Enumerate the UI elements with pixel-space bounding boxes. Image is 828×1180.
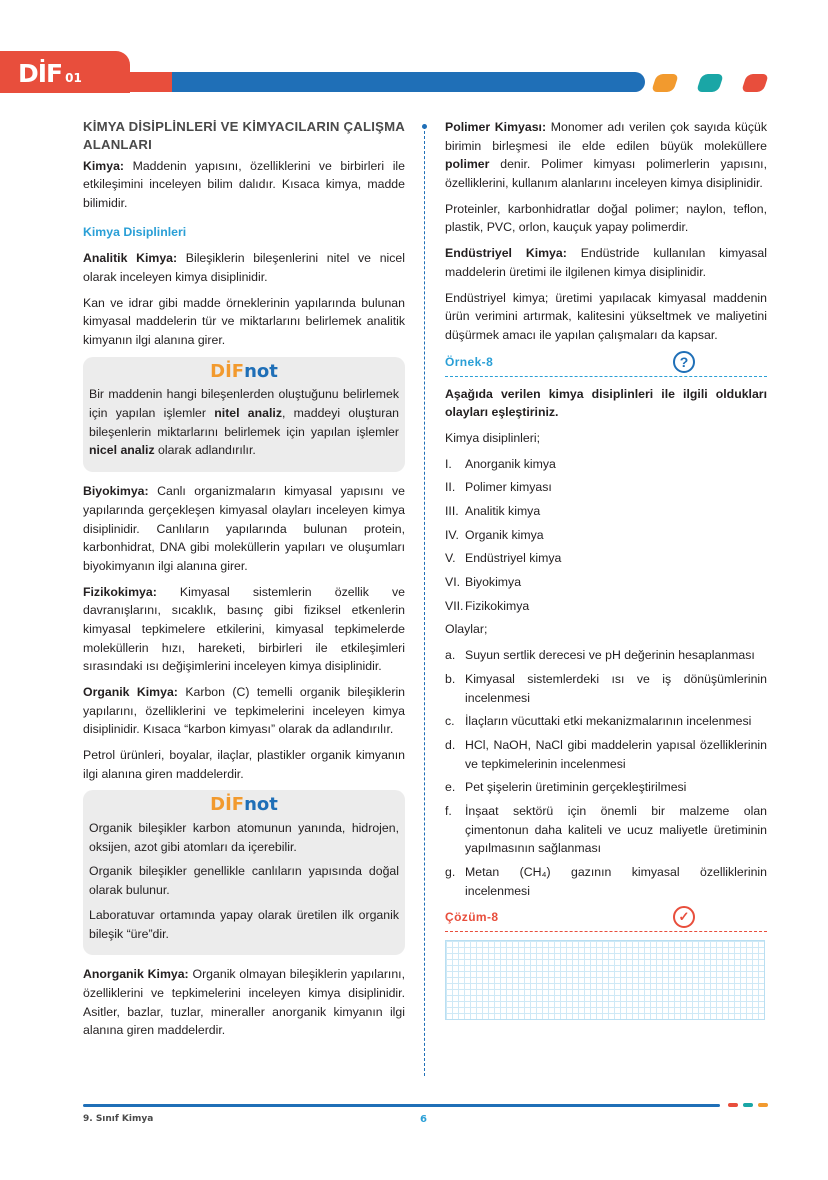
dif-note-box-2 bbox=[83, 790, 405, 955]
column-divider bbox=[424, 126, 425, 1076]
discipline-item bbox=[445, 526, 767, 545]
endustriyel-definition: Endüstriyel Kimya: Endüstride kullanılan kimyasal maddelerin üretimi ile ilgilenen kimya disiplinidir. bbox=[445, 246, 768, 279]
footer-decor-red bbox=[728, 1103, 738, 1107]
event-item-text: HCl, NaOH, NaCl gibi maddelerin yapısal özelliklerinin ve tepkimelerinin incelenmesi bbox=[465, 737, 767, 771]
discipline-item-text: Biyokimya bbox=[465, 575, 522, 590]
event-item-key: c. bbox=[445, 714, 455, 729]
header-decor-red bbox=[741, 74, 769, 92]
discipline-item-key: IV. bbox=[445, 527, 459, 542]
event-item bbox=[445, 646, 767, 665]
biyokimya-definition: Biyokimya: Canlı organizmaların kimyasal yapısını ve yapılarında gerçekleşen kimyasal olayları inceleyen kimya disiplinidir. Canlıların yapılarında bulunan protein, karbonhidrat, DNA gibi moleküllerin yapıları ve oluşumları biyokimyanın ilgi alanına girer. bbox=[83, 484, 405, 573]
discipline-item-key: II. bbox=[445, 480, 456, 495]
note-text: Bir maddenin hangi bileşenlerden oluştuğunu belirlemek için yapılan işlemler nitel analiz, maddeyi oluşturan bileşenlerin miktarlarını belirlemek için yapılan işlemler nicel analiz olarak adlandırılır. bbox=[89, 387, 399, 458]
disciplines-intro: Kimya disiplinleri; bbox=[445, 430, 540, 445]
events-list bbox=[445, 646, 767, 900]
discipline-item-key: V. bbox=[445, 551, 456, 566]
anorganik-definition: Anorganik Kimya: Organik olmayan bileşiklerin yapılarını, özelliklerini ve tepkimelerini inceleyen kimya disiplinidir. Asitler, bazlar, tuzlar, mineraller anorganik kimyanın ilgi alanına giren maddelerdir. bbox=[83, 967, 406, 1038]
page-number: 6 bbox=[420, 1114, 427, 1125]
solution-label: Çözüm-8 bbox=[445, 910, 499, 925]
event-item-key: d. bbox=[445, 737, 456, 752]
right-column bbox=[445, 118, 767, 1020]
event-item-text: İnşaat sektörü için önemli bir malzeme olan çimentonun daha kaliteli ve ucuz maliyetle üretiminin yapılmasının sağlanması bbox=[465, 803, 767, 856]
dif-not-logo: DİFnot bbox=[210, 794, 278, 816]
event-item-text: Kimyasal sistemlerdeki ısı ve iş dönüşümlerinin incelenmesi bbox=[465, 671, 767, 705]
footer-decor-teal bbox=[743, 1103, 753, 1107]
event-item-key: f. bbox=[445, 803, 452, 818]
discipline-item-text: Analitik kimya bbox=[465, 504, 541, 518]
event-item-text: Metan (CH₄) gazının kimyasal özelliklerinin incelenmesi bbox=[465, 865, 767, 898]
subtitle-disciplines: Kimya Disiplinleri bbox=[83, 224, 187, 239]
discipline-item bbox=[445, 502, 767, 521]
events-intro: Olaylar; bbox=[445, 622, 488, 637]
note-text: Organik bileşikler genellikle canlıların yapısında doğal olarak bulunur. bbox=[89, 864, 399, 898]
brand-logo: DİF 01 bbox=[18, 59, 82, 88]
discipline-item bbox=[445, 573, 767, 592]
event-item-text: Pet şişelerin üretiminin gerçekleştirilmesi bbox=[465, 780, 687, 795]
solution-header bbox=[445, 908, 767, 932]
organik-definition: Organik Kimya: Karbon (C) temelli organik bileşiklerin yapılarını, özelliklerini ve tepkimelerini inceleyen kimya disiplinidir. Kısaca “karbon kimyası” olarak da adlandırılır. bbox=[83, 685, 406, 737]
dif-not-logo: DİFnot bbox=[210, 360, 278, 382]
polimer-paragraph: Proteinler, karbonhidratlar doğal polimer; naylon, teflon, plastik, PVC, orlon, kauçuk yapay polimerdir. bbox=[445, 201, 767, 235]
note-text: Organik bileşikler karbon atomunun yanında, hidrojen, oksijen, azot gibi atomları da içerebilir. bbox=[89, 821, 399, 854]
fizikokimya-definition: Fizikokimya: Kimyasal sistemlerin özellik ve davranışlarını, sıcaklık, basınç gibi fiziksel etkenlerin kimyasal tepkimelere etkilerini, kimyasal tepkimelerde moleküllerin hızı, hareketi, birbirleri ile etkileşimleri sırasındaki ısı değişimlerini inceleyen kimya disiplinidir. bbox=[83, 584, 405, 674]
footer-decor-orange bbox=[758, 1103, 768, 1107]
note-text: Laboratuvar ortamında yapay olarak üretilen ilk organik bileşik “üre”dir. bbox=[89, 907, 399, 941]
discipline-item-text: Anorganik kimya bbox=[465, 456, 556, 471]
discipline-item-key: VI. bbox=[445, 575, 461, 590]
footer-line bbox=[83, 1104, 720, 1107]
event-item-text: Suyun sertlik derecesi ve pH değerinin hesaplanması bbox=[465, 648, 755, 663]
event-item bbox=[445, 712, 767, 731]
analitik-definition: Analitik Kimya: Bileşiklerin bileşenlerini nitel ve nicel olarak inceleyen kimya disiplinidir. bbox=[83, 251, 405, 285]
solution-grid[interactable] bbox=[445, 940, 765, 1020]
event-item bbox=[445, 863, 767, 900]
event-item bbox=[445, 802, 767, 858]
event-item-key: e. bbox=[445, 780, 456, 795]
event-item-text: İlaçların vücuttaki etki mekanizmalarının incelenmesi bbox=[465, 714, 752, 729]
kimya-definition: Kimya: Maddenin yapısını, özelliklerini ve birbirleri ile etkileşimini inceleyen bilim dalıdır. Kısaca kimya, madde bilimidir. bbox=[83, 158, 405, 210]
left-column bbox=[83, 118, 405, 1047]
event-item bbox=[445, 670, 767, 707]
discipline-item-key: VII. bbox=[445, 598, 464, 613]
discipline-item bbox=[445, 478, 767, 497]
event-item bbox=[445, 778, 767, 797]
header-bar bbox=[112, 72, 645, 92]
discipline-item-key: I. bbox=[445, 456, 452, 471]
discipline-item bbox=[445, 597, 767, 616]
polimer-definition: Polimer Kimyası: Monomer adı verilen çok sayıda küçük birimin birleşmesi ile elde edilen büyük moleküllere polimer denir. Polimer kimyası polimerlerin yapısını, özelliklerini, kullanım alanlarını inceleyen kimya disiplinidir. bbox=[445, 120, 767, 191]
disciplines-list bbox=[445, 455, 767, 616]
header-decor-orange bbox=[651, 74, 679, 92]
event-item bbox=[445, 736, 767, 773]
discipline-item bbox=[445, 549, 767, 568]
event-item-key: a. bbox=[445, 648, 456, 663]
event-item-key: b. bbox=[445, 671, 456, 686]
organik-paragraph: Petrol ürünleri, boyalar, ilaçlar, plastikler organik kimyanın ilgi alanına giren maddelerdir. bbox=[83, 748, 405, 781]
discipline-item-key: III. bbox=[445, 504, 459, 518]
check-icon: ✓ bbox=[673, 906, 695, 928]
endustriyel-paragraph: Endüstriyel kimya; üretimi yapılacak kimyasal maddenin ürün verimini artırmak, kalitesini yükseltmek ve maliyetini düşürmek amacı ile yapılan çalışmaları da kapsar. bbox=[445, 290, 767, 342]
discipline-item-text: Organik kimya bbox=[465, 527, 544, 542]
discipline-item bbox=[445, 455, 767, 474]
example-label: Örnek-8 bbox=[445, 354, 494, 369]
discipline-item-text: Polimer kimyası bbox=[465, 480, 552, 495]
question-icon: ? bbox=[673, 351, 695, 373]
analitik-paragraph: Kan ve idrar gibi madde örneklerinin yapılarında bulunan kimyasal maddelerin tür ve miktarlarını belirlemek analitik kimyanın ilgi alanına girer. bbox=[83, 295, 405, 348]
dif-note-box bbox=[83, 357, 405, 472]
discipline-item-text: Endüstriyel kimya bbox=[465, 551, 562, 566]
section-title: KİMYA DİSİPLİNLERİ VE KİMYACILARIN ÇALIŞMA ALANLARI bbox=[83, 119, 405, 152]
header-decor-teal bbox=[696, 74, 724, 92]
footer-book-title: 9. Sınıf Kimya bbox=[83, 1114, 154, 1124]
question-text: Aşağıda verilen kimya disiplinleri ile ilgili oldukları olayları eşleştiriniz. bbox=[445, 386, 767, 420]
example-header bbox=[445, 353, 767, 377]
discipline-item-text: Fizikokimya bbox=[465, 598, 530, 613]
event-item-key: g. bbox=[445, 865, 456, 879]
